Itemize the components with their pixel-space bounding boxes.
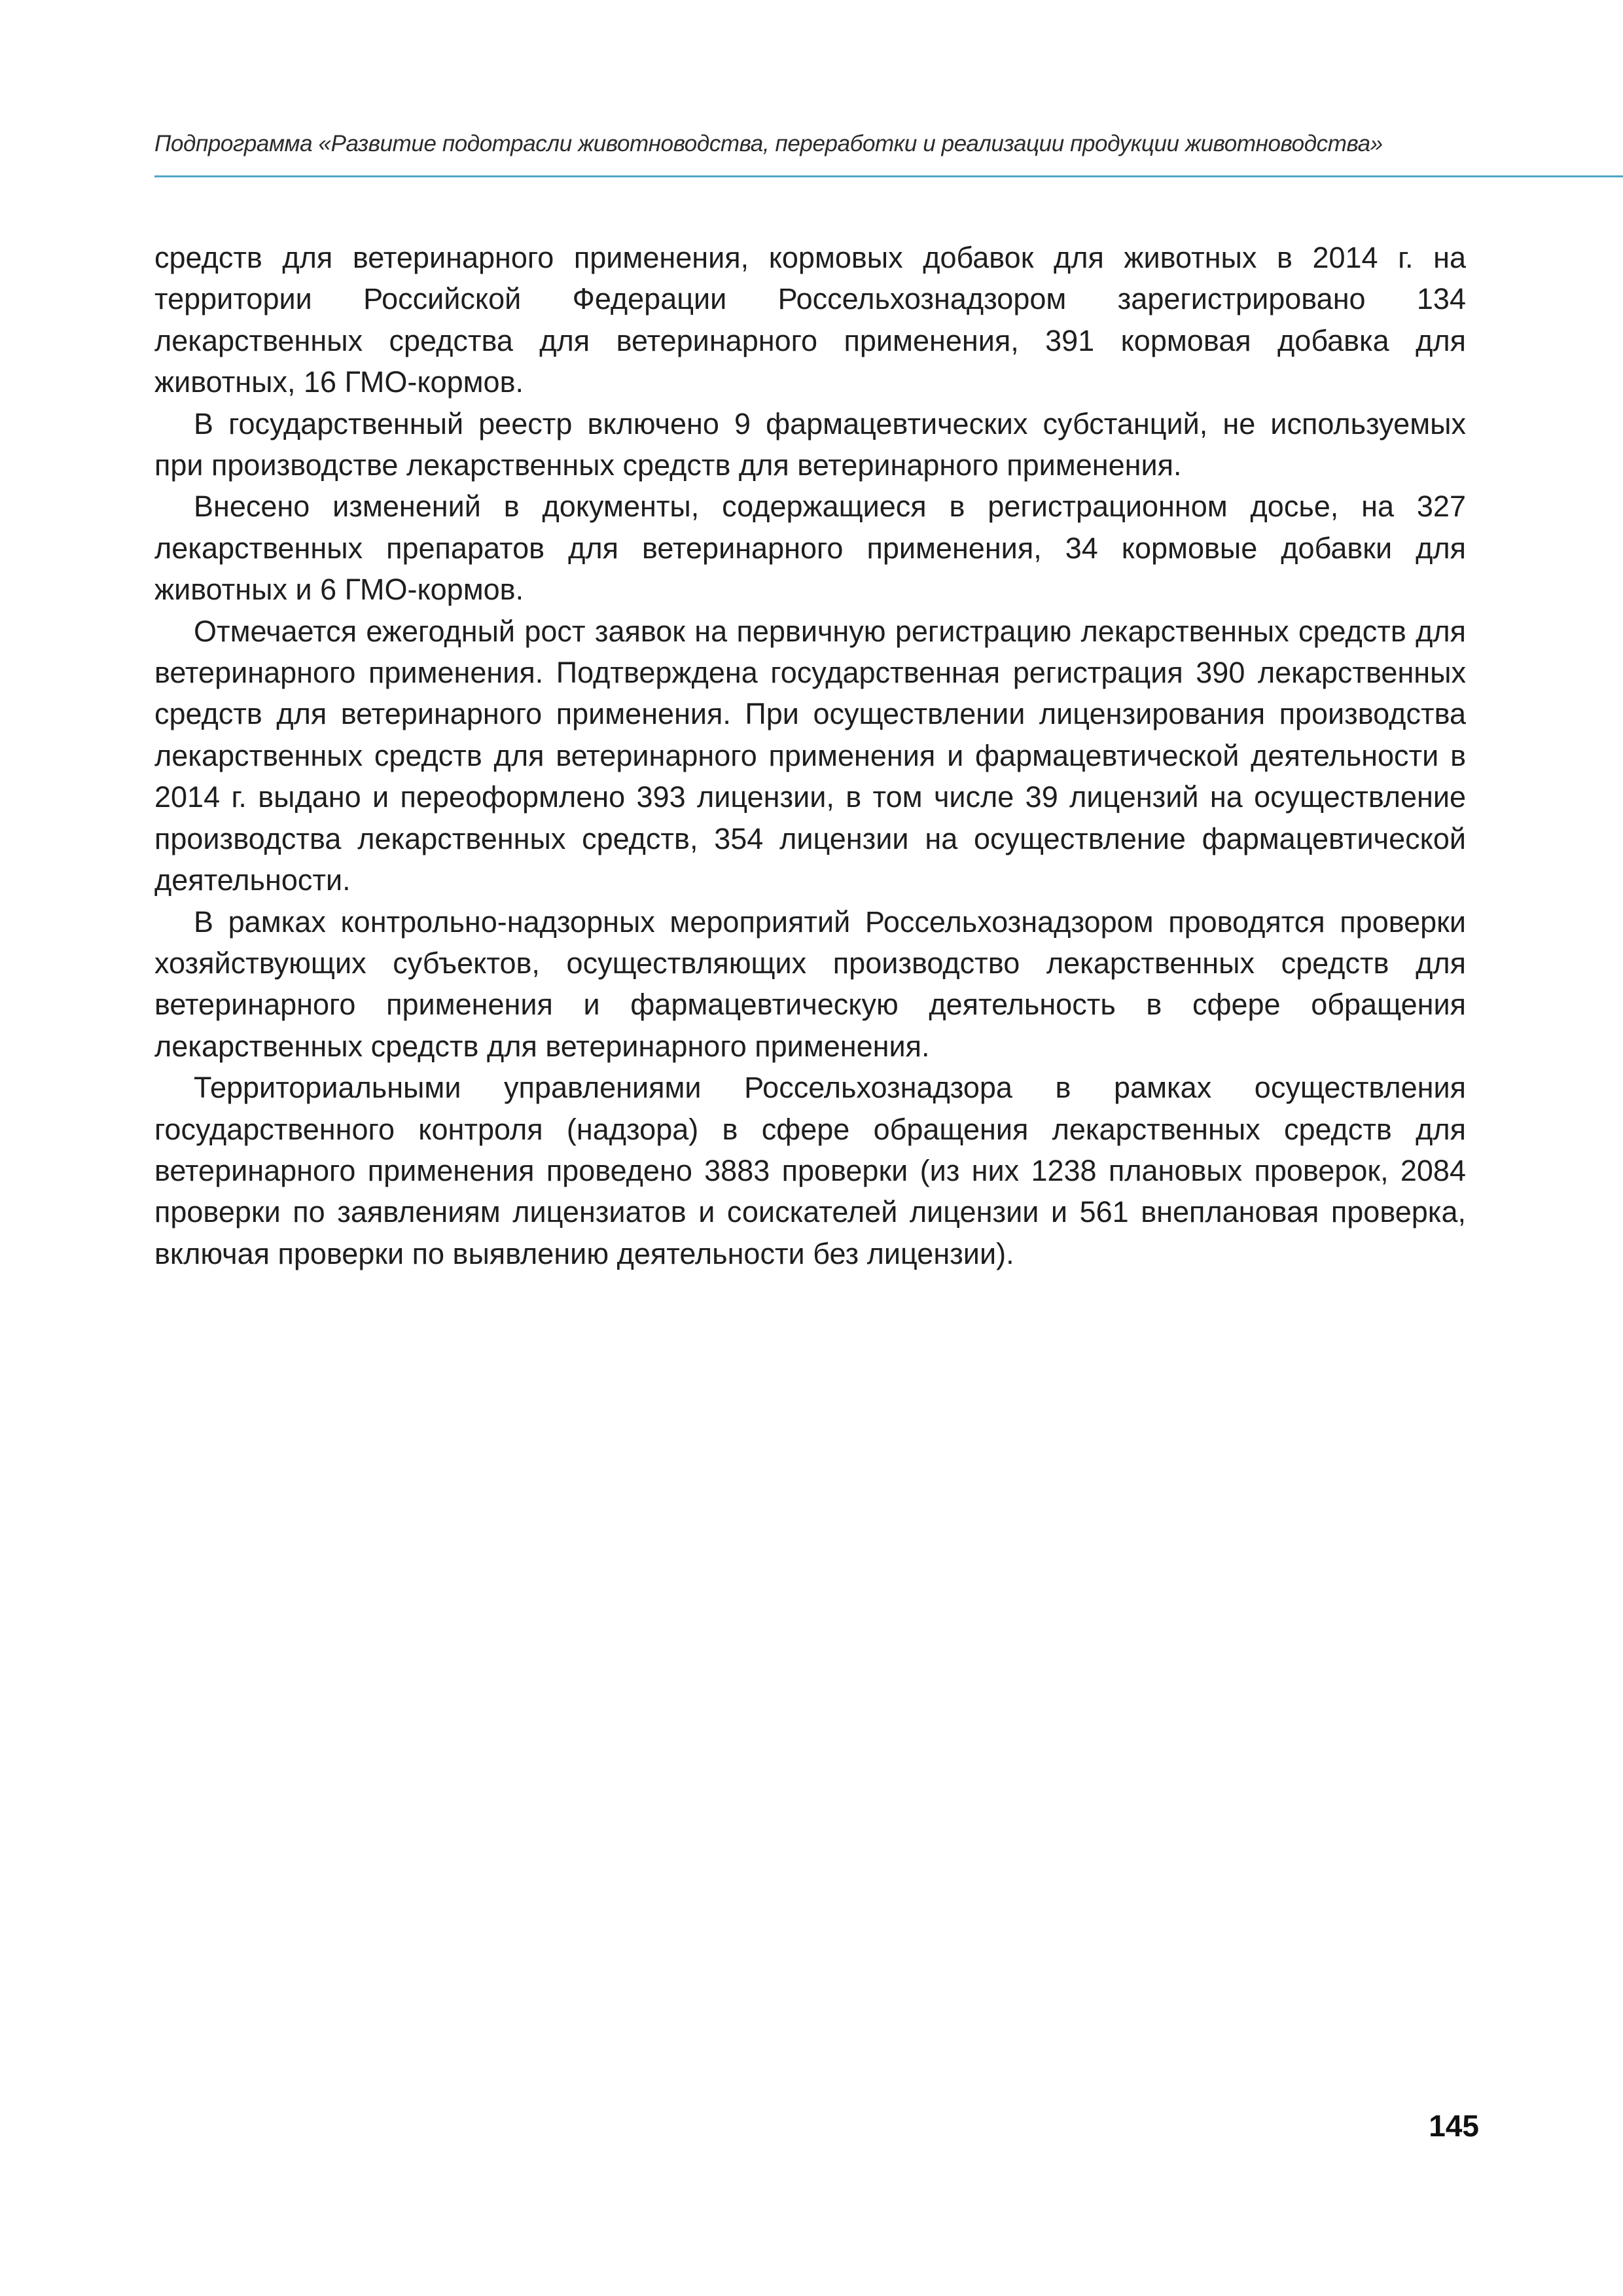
header-divider xyxy=(154,175,1623,177)
paragraph-control-measures: В рамках контрольно-надзорных мероприятий Россельхознадзором проводятся проверки хозяйствующих субъектов, осуществляющих производство лекарственных средств для ветеринарного применения и фармацевтическую деятельность в сфере обращения лекарственных средств для ветеринарного применения. xyxy=(154,905,1466,1063)
paragraph-state-register: В государственный реестр включено 9 фармацевтических субстанций, не используемых при производстве лекарственных средств для ветеринарного применения. xyxy=(154,406,1466,482)
body-text xyxy=(154,237,1466,1274)
running-header: Подпрограмма «Развитие подотрасли животноводства, переработки и реализации продукции животноводства» xyxy=(154,131,1383,156)
paragraph-continuation: средств для ветеринарного применения, кормовых добавок для животных в 2014 г. на территории Российской Федерации Россельхознадзором зарегистрировано 134 лекарственных средства для ветеринарного применения, 391 кормовая добавка для животных, 16 ГМО-кормов. xyxy=(154,241,1466,399)
paragraph-territorial-inspections: Территориальными управлениями Россельхознадзора в рамках осуществления государственного контроля (надзора) в сфере обращения лекарственных средств для ветеринарного применения проведено 3883 проверки (из них 1238 плановых проверок, 2084 проверки по заявлениям лицензиатов и соискателей лицензии и 561 внеплановая проверка, включая проверки по выявлению деятельности без лицензии). xyxy=(154,1071,1466,1270)
paragraph-dossier-changes: Внесено изменений в документы, содержащиеся в регистрационном досье, на 327 лекарственных препаратов для ветеринарного применения, 34 кормовые добавки для животных и 6 ГМО-кормов. xyxy=(154,490,1466,607)
paragraph-registration-licensing: Отмечается ежегодный рост заявок на первичную регистрацию лекарственных средств для ветеринарного применения. Подтверждена государственная регистрация 390 лекарственных средств для ветеринарного применения. При осуществлении лицензирования производства лекарственных средств для ветеринарного применения и фармацевтической деятельности в 2014 г. выдано и переоформлено 393 лицензии, в том числе 39 лицензий на осуществление производства лекарственных средств, 354 лицензии на осуществление фармацевтической деятельности. xyxy=(154,614,1466,897)
page-number: 145 xyxy=(1429,2109,1479,2143)
